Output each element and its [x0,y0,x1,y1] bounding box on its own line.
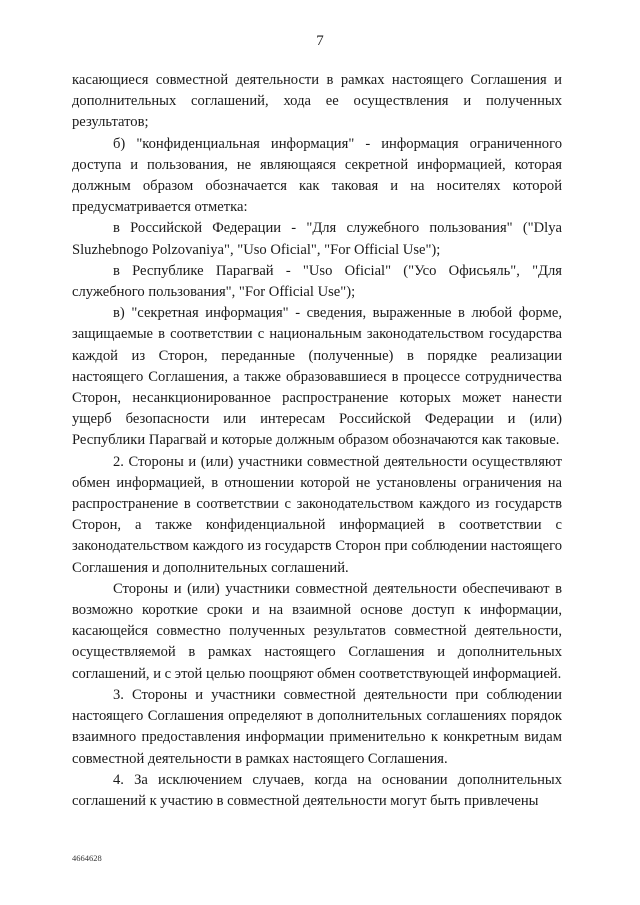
paragraph-continuation: касающиеся совместной деятельности в рамках настоящего Соглашения и дополнительных соглашений, хода ее осуществления и полученных результатов; [72,72,562,131]
paragraph-paraguay-marking: в Республике Парагвай - "Uso Oficial" ("Усо Офисьяль", "Для служебного пользования", "For Official Use"); [72,262,562,301]
paragraph-russia-marking: в Российской Федерации - "Для служебного пользования" ("Dlya Sluzhebnogo Polzovaniya", "Uso Oficial", "For Official Use"); [72,220,562,258]
document-code: 4664628 [72,853,102,863]
paragraph-secret-definition: в) "секретная информация" - сведения, выраженные в любой форме, защищаемые в соответствии с национальным законодательством государства каждой из Сторон, переданные (полученные) в порядке реализации настоящего Соглашения, а также образовавшиеся в процессе сотрудничества Сторон, несанкционированное распространение которых может нанести ущерб безопасности или интересам Российской Федерации и (или) Республики Парагвай и которые должным образом обозначаются как таковые. [72,305,562,449]
page-number: 7 [316,33,324,49]
paragraph-access-results: Стороны и (или) участники совместной деятельности обеспечивают в возможно короткие сроки и на взаимной основе доступ к информации, касающейся совместно полученных результатов совместной деятельности, осуществляемой в рамках настоящего Соглашения и дополнительных соглашений, и с этой целью поощряют обмен соответствующей информацией. [72,580,562,682]
paragraph-confidential-definition: б) "конфиденциальная информация" - информация ограниченного доступа и пользования, не являющаяся секретной информацией, которая должным образом обозначается как таковая и на носителях которой предусматривается отметка: [72,135,562,216]
paragraph-clause-3: 3. Стороны и участники совместной деятельности при соблюдении настоящего Соглашения определяют в дополнительных соглашениях порядок взаимного предоставления информации применительно к конкретным видам совместной деятельности в рамках настоящего Соглашения. [72,686,562,767]
document-body [72,70,562,812]
paragraph-clause-4: 4. За исключением случаев, когда на основании дополнительных соглашений к участию в совместной деятельности могут быть привлечены [72,771,562,809]
paragraph-clause-2: 2. Стороны и (или) участники совместной деятельности осуществляют обмен информацией, в отношении которой не установлены ограничения на распространение в соответствии с законодательством каждого из государств Сторон, а также конфиденциальной информацией в соответствии с законодательством каждого из государств Сторон при соблюдении настоящего Соглашения и дополнительных соглашений. [72,453,562,576]
